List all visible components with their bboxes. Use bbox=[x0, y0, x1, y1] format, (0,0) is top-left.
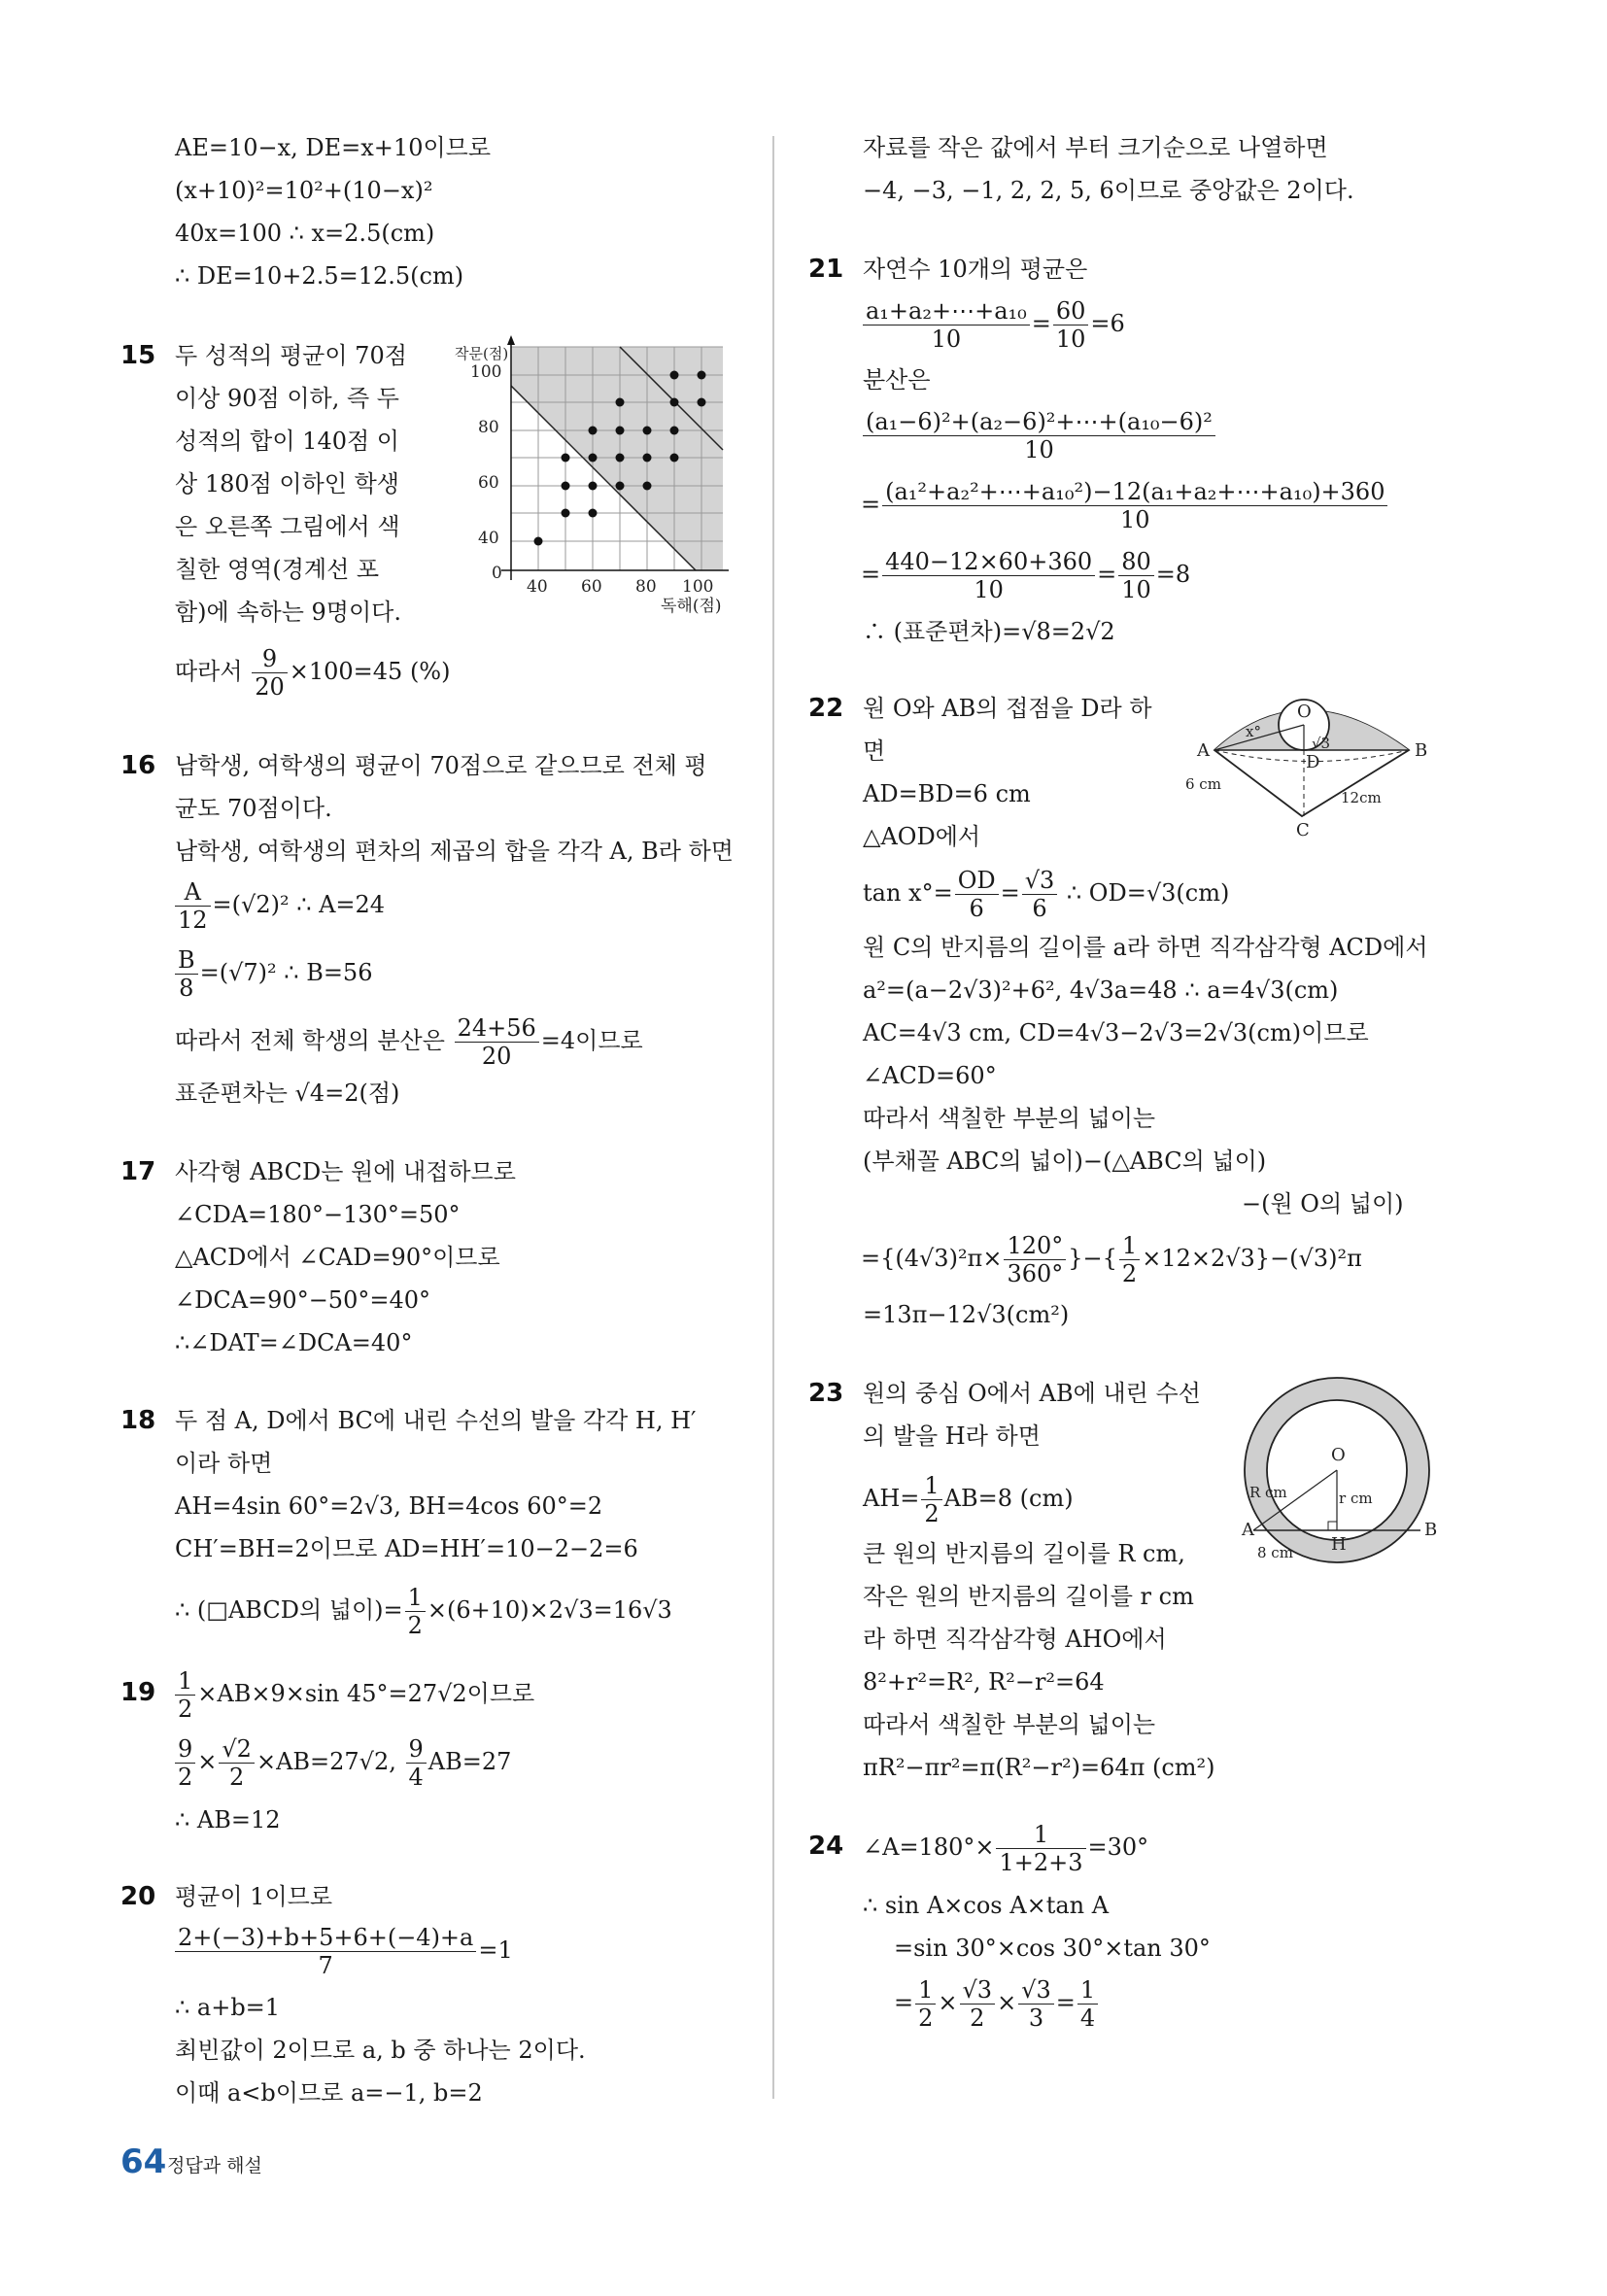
label-O: O bbox=[1297, 702, 1312, 722]
frac-num: √2 bbox=[219, 1735, 255, 1764]
label-A: A bbox=[1242, 1520, 1254, 1540]
frac-den: 4 bbox=[408, 1764, 424, 1791]
p14-line-1: AE=10−x, DE=x+10이므로 bbox=[175, 134, 492, 161]
p23-line: 따라서 색칠한 부분의 넓이는 bbox=[863, 1711, 1156, 1738]
frac-num: 9 bbox=[252, 645, 288, 673]
problem-number-18: 18 bbox=[120, 1406, 156, 1435]
data-point bbox=[562, 509, 570, 518]
text: ×(6+10)×2√3=16√3 bbox=[427, 1596, 672, 1624]
data-point bbox=[670, 427, 679, 435]
p18-line: 이라 하면 bbox=[175, 1450, 273, 1477]
text: ×AB=27√2, bbox=[256, 1748, 396, 1775]
frac-num: 1 bbox=[921, 1472, 941, 1500]
text: = bbox=[1031, 310, 1051, 337]
p15-result bbox=[175, 645, 450, 701]
text: }−{ bbox=[1068, 1245, 1117, 1272]
x-tick-40: 40 bbox=[527, 577, 548, 597]
frac-num: 1 bbox=[996, 1821, 1085, 1849]
label-D: D bbox=[1306, 752, 1320, 772]
text: 따라서 전체 학생의 분산은 bbox=[175, 1027, 445, 1054]
p22-last: =13π−12√3(cm²) bbox=[863, 1301, 1070, 1328]
p21-line-2 bbox=[861, 297, 1125, 353]
label-12cm: 12cm bbox=[1341, 789, 1382, 806]
p19-line-1 bbox=[173, 1667, 534, 1723]
data-point bbox=[616, 454, 625, 463]
frac-den: 10 bbox=[1121, 576, 1151, 603]
sector-diagram bbox=[1185, 680, 1438, 845]
frac-num: 1 bbox=[1119, 1232, 1140, 1260]
fraction bbox=[175, 878, 211, 934]
frac-den: 6 bbox=[1032, 895, 1047, 922]
data-point bbox=[670, 398, 679, 407]
x-axis-label: 독해(점) bbox=[661, 597, 722, 616]
p24-line-2: ∴ sin A×cos A×tan A bbox=[863, 1892, 1110, 1919]
annulus-diagram bbox=[1234, 1365, 1448, 1579]
frac-den: 2 bbox=[178, 1764, 193, 1791]
label-B: B bbox=[1424, 1520, 1438, 1540]
frac-num: √3 bbox=[1022, 867, 1058, 895]
data-point bbox=[643, 482, 652, 491]
fraction bbox=[1018, 1976, 1054, 2032]
p18-line: CH′=BH=2이므로 AD=HH′=10−2−2=6 bbox=[175, 1535, 638, 1562]
data-point bbox=[698, 371, 706, 380]
fraction bbox=[175, 946, 198, 1002]
p24-line-3: =sin 30°×cos 30°×tan 30° bbox=[894, 1935, 1211, 1962]
problem-number-20: 20 bbox=[120, 1882, 156, 1911]
text: =(√2)² ∴ A=24 bbox=[212, 891, 386, 918]
p14-line-4: ∴ DE=10+2.5=12.5(cm) bbox=[175, 262, 464, 290]
p20-line-4: 최빈값이 2이므로 a, b 중 하나는 2이다. bbox=[175, 2037, 586, 2064]
problem-number-22: 22 bbox=[808, 694, 844, 723]
frac-num: (a₁²+a₂²+⋯+a₁₀²)−12(a₁+a₂+⋯+a₁₀)+360 bbox=[882, 478, 1387, 506]
text: ∠A=180°× bbox=[863, 1833, 995, 1861]
problem-number-21: 21 bbox=[808, 255, 844, 284]
p22-calc bbox=[861, 1232, 1362, 1287]
p18-last bbox=[175, 1584, 672, 1639]
data-point bbox=[616, 482, 625, 491]
frac-den: 10 bbox=[1055, 326, 1086, 353]
label-root3: √3 bbox=[1312, 735, 1331, 752]
p15-line: 칠한 영역(경계선 포 bbox=[175, 556, 380, 583]
fraction bbox=[863, 408, 1215, 463]
p15-line: 두 성적의 평균이 70점 bbox=[175, 342, 407, 369]
column-divider bbox=[772, 136, 774, 2099]
p20-line-3: ∴ a+b=1 bbox=[175, 1994, 281, 2021]
frac-num: 9 bbox=[406, 1735, 427, 1764]
text: ∴ (□ABCD의 넓이)= bbox=[175, 1596, 403, 1624]
p16-line: 균도 70점이다. bbox=[175, 795, 332, 822]
p18-line: 두 점 A, D에서 BC에 내린 수선의 발을 각각 H, H′ bbox=[175, 1407, 697, 1434]
y-axis-arrow bbox=[507, 335, 515, 345]
data-point bbox=[562, 482, 570, 491]
frac-den: 2 bbox=[918, 2005, 934, 2032]
scatter-chart bbox=[427, 335, 738, 617]
p17-line: ∠CDA=180°−130°=50° bbox=[175, 1201, 461, 1228]
p20-cont-line: 자료를 작은 값에서 부터 크기순으로 나열하면 bbox=[863, 134, 1328, 161]
fraction bbox=[1053, 297, 1089, 353]
frac-num: √3 bbox=[1018, 1976, 1054, 2005]
problem-number-19: 19 bbox=[120, 1678, 156, 1707]
p18-line: AH=4sin 60°=2√3, BH=4cos 60°=2 bbox=[175, 1492, 603, 1520]
label-r: r cm bbox=[1339, 1490, 1373, 1507]
text: ={(4√3)²π× bbox=[861, 1245, 1003, 1272]
p17-line: ∴∠DAT=∠DCA=40° bbox=[175, 1329, 413, 1356]
x-tick-80: 80 bbox=[635, 577, 657, 597]
data-point bbox=[616, 427, 625, 435]
frac-den: 8 bbox=[179, 975, 194, 1002]
frac-den: 20 bbox=[255, 673, 285, 701]
frac-num: B bbox=[175, 946, 198, 975]
text: ×100=45 (%) bbox=[289, 658, 451, 685]
p23-line: πR²−πr²=π(R²−r²)=64π (cm²) bbox=[863, 1754, 1215, 1781]
frac-num: 1 bbox=[915, 1976, 936, 2005]
page-number: 64 bbox=[120, 2142, 167, 2181]
data-point bbox=[589, 509, 598, 518]
fraction bbox=[1022, 867, 1058, 922]
p15-line: 함)에 속하는 9명이다. bbox=[175, 599, 401, 626]
p22-tan: tan x°= $\frac{OD}{6}$ = $\frac{√3}{6}$ ∴ OD=√3(cm) bbox=[863, 867, 1230, 922]
footer-label: 정답과 해설 bbox=[167, 2155, 262, 2176]
frac-num: (a₁−6)²+(a₂−6)²+⋯+(a₁₀−6)² bbox=[863, 408, 1215, 436]
problem-number-24: 24 bbox=[808, 1832, 844, 1861]
data-point bbox=[616, 398, 625, 407]
p16-line: 남학생, 여학생의 평균이 70점으로 같으므로 전체 평 bbox=[175, 752, 707, 779]
text: =6 bbox=[1090, 310, 1125, 337]
problem-number-16: 16 bbox=[120, 751, 156, 780]
p22-line: AC=4√3 cm, CD=4√3−2√3=2√3(cm)이므로 bbox=[863, 1019, 1369, 1046]
frac-num: A bbox=[175, 878, 211, 907]
frac-den: 2 bbox=[229, 1764, 245, 1791]
p14-line-2: (x+10)²=10²+(10−x)² bbox=[175, 177, 433, 204]
p23-ah bbox=[863, 1472, 1074, 1527]
text: =8 bbox=[1155, 561, 1191, 588]
p22-line: 면 bbox=[863, 737, 886, 765]
text: ∴ OD=√3(cm) bbox=[1059, 879, 1230, 907]
p23-line: 큰 원의 반지름의 길이를 R cm, bbox=[863, 1540, 1185, 1567]
problem-number-17: 17 bbox=[120, 1157, 156, 1186]
p17-line: ∠DCA=90°−50°=40° bbox=[175, 1286, 430, 1314]
fraction bbox=[960, 1976, 996, 2032]
label-x: x° bbox=[1246, 723, 1261, 740]
p20-line-5: 이때 a<b이므로 a=−1, b=2 bbox=[175, 2079, 483, 2107]
p16-formula-1 bbox=[173, 878, 385, 934]
p24-line-4: = $\frac{1}{2}$ × $\frac{√3}{2}$ × $\frac{√3}{3}$ = $\frac{1}{4}$ bbox=[894, 1976, 1100, 2032]
fraction bbox=[175, 1924, 476, 1979]
p20-line-2 bbox=[173, 1924, 513, 1979]
x-tick-100: 100 bbox=[682, 577, 714, 597]
p21-line-5: = $\frac{\text{(a₁²+a₂²+⋯+a₁₀²)−12(a₁+a₂+⋯+a₁₀)+360}}{10}$ bbox=[861, 478, 1389, 533]
frac-num: 2+(−3)+b+5+6+(−4)+a bbox=[175, 1924, 476, 1952]
frac-num: 80 bbox=[1118, 548, 1154, 576]
p17-line: △ACD에서 ∠CAD=90°이므로 bbox=[175, 1244, 500, 1271]
data-point bbox=[589, 454, 598, 463]
p22-line: 원 C의 반지름의 길이를 a라 하면 직각삼각형 ACD에서 bbox=[863, 934, 1428, 961]
fraction bbox=[406, 1735, 427, 1791]
frac-den: 1+2+3 bbox=[999, 1849, 1083, 1876]
text: =30° bbox=[1087, 1833, 1149, 1861]
fraction bbox=[252, 645, 288, 701]
p23-line: 원의 중심 O에서 AB에 내린 수선 bbox=[863, 1380, 1201, 1407]
y-tick-0: 0 bbox=[492, 564, 502, 583]
text: AB=8 (cm) bbox=[943, 1485, 1074, 1512]
problem-number-15: 15 bbox=[120, 341, 156, 370]
text: =4이므로 bbox=[540, 1027, 643, 1054]
label-8cm: 8 cm bbox=[1257, 1544, 1293, 1561]
p15-line: 성적의 합이 140점 이 bbox=[175, 428, 399, 455]
p23-line: 의 발을 H라 하면 bbox=[863, 1422, 1041, 1450]
frac-den: 7 bbox=[318, 1952, 333, 1979]
p20-line-1: 평균이 1이므로 bbox=[175, 1883, 333, 1910]
frac-den: 2 bbox=[970, 2005, 985, 2032]
data-point bbox=[589, 482, 598, 491]
p19-line-3: ∴ AB=12 bbox=[175, 1806, 281, 1833]
frac-den: 10 bbox=[931, 326, 962, 353]
text: tan x°= bbox=[863, 879, 953, 907]
data-point bbox=[534, 537, 543, 546]
frac-den: 2 bbox=[924, 1500, 940, 1527]
frac-num: a₁+a₂+⋯+a₁₀ bbox=[863, 297, 1030, 326]
fraction bbox=[175, 1667, 195, 1723]
text: ×12×2√3}−(√3)²π bbox=[1142, 1245, 1362, 1272]
label-6cm: 6 cm bbox=[1185, 775, 1221, 793]
p16-formula-3 bbox=[175, 1014, 643, 1070]
p17-line: 사각형 ABCD는 원에 내접하므로 bbox=[175, 1158, 516, 1185]
fraction bbox=[882, 478, 1387, 533]
p22-line: AD=BD=6 cm bbox=[863, 780, 1031, 807]
p15-line: 은 오른쪽 그림에서 색 bbox=[175, 513, 400, 540]
frac-num: 9 bbox=[175, 1735, 195, 1764]
p15-line: 상 180점 이하인 학생 bbox=[175, 470, 399, 497]
frac-den: 3 bbox=[1028, 2005, 1044, 2032]
frac-den: 2 bbox=[407, 1612, 423, 1639]
p23-line: 라 하면 직각삼각형 AHO에서 bbox=[863, 1626, 1167, 1653]
fraction bbox=[863, 297, 1030, 353]
frac-den: 2 bbox=[1121, 1260, 1138, 1287]
label-B: B bbox=[1415, 740, 1428, 761]
p22-line: 원 O와 AB의 접점을 D라 하 bbox=[863, 695, 1152, 722]
data-point bbox=[670, 371, 679, 380]
frac-den: 6 bbox=[969, 895, 984, 922]
x-tick-60: 60 bbox=[581, 577, 602, 597]
fraction bbox=[1118, 548, 1154, 603]
frac-num: 24+56 bbox=[455, 1014, 539, 1043]
y-tick-80: 80 bbox=[478, 418, 499, 437]
p19-line-2: $\frac{9}{2}$ × $\frac{√2}{2}$ ×AB=27√2, $\frac{9}{4}$ AB=27 bbox=[173, 1735, 511, 1791]
fraction bbox=[175, 1735, 195, 1791]
data-point bbox=[643, 427, 652, 435]
p21-line-6: = $\frac{440-12\times 60+360}{10}$ = $\frac{80}{10}$ =8 bbox=[861, 548, 1191, 603]
y-tick-60: 60 bbox=[478, 473, 499, 493]
data-point bbox=[670, 454, 679, 463]
fraction bbox=[955, 867, 999, 922]
y-tick-40: 40 bbox=[478, 529, 499, 548]
fraction bbox=[1004, 1232, 1066, 1287]
p15-line: 이상 90점 이하, 즉 두 bbox=[175, 385, 399, 412]
text: =(√7)² ∴ B=56 bbox=[199, 959, 373, 986]
p21-line-3: 분산은 bbox=[863, 366, 931, 394]
frac-den: 10 bbox=[974, 576, 1004, 603]
frac-num: 440−12×60+360 bbox=[882, 548, 1095, 576]
p22-line: −(원 O의 넓이) bbox=[1242, 1190, 1404, 1217]
frac-num: 60 bbox=[1053, 297, 1089, 326]
p16-line: 남학생, 여학생의 편차의 제곱의 합을 각각 A, B라 하면 bbox=[175, 838, 734, 865]
label-H: H bbox=[1331, 1534, 1347, 1555]
p20-cont-line: −4, −3, −1, 2, 2, 5, 6이므로 중앙값은 2이다. bbox=[863, 177, 1354, 204]
p16-last: 표준편차는 √4=2(점) bbox=[175, 1079, 400, 1107]
y-tick-100: 100 bbox=[470, 362, 502, 382]
text: = bbox=[894, 1989, 914, 2016]
frac-den: 2 bbox=[178, 1696, 193, 1723]
data-point bbox=[698, 398, 706, 407]
p21-line-7: ∴ (표준편차)=√8=2√2 bbox=[863, 618, 1115, 645]
p22-line: a²=(a−2√3)²+6², 4√3a=48 ∴ a=4√3(cm) bbox=[863, 977, 1339, 1004]
label-A: A bbox=[1197, 740, 1210, 761]
p22-line: 따라서 색칠한 부분의 넓이는 bbox=[863, 1105, 1156, 1132]
frac-den: 20 bbox=[481, 1043, 512, 1070]
frac-den: 10 bbox=[1024, 436, 1054, 463]
data-point bbox=[643, 454, 652, 463]
p22-line: (부채꼴 ABC의 넓이)−(△ABC의 넓이) bbox=[863, 1148, 1267, 1175]
label-C: C bbox=[1296, 820, 1310, 840]
p23-line: 작은 원의 반지름의 길이를 r cm bbox=[863, 1583, 1194, 1610]
frac-den: 12 bbox=[178, 907, 208, 934]
fraction bbox=[405, 1584, 426, 1639]
text: AH= bbox=[863, 1485, 920, 1512]
p24-line-1 bbox=[863, 1821, 1148, 1876]
text: =1 bbox=[478, 1936, 513, 1964]
p21-line-1: 자연수 10개의 평균은 bbox=[863, 256, 1088, 283]
frac-den: 4 bbox=[1079, 2005, 1096, 2032]
frac-num: 1 bbox=[175, 1667, 195, 1696]
frac-num: 120° bbox=[1004, 1232, 1066, 1260]
fraction bbox=[921, 1472, 941, 1527]
text: AB=27 bbox=[427, 1748, 512, 1775]
fraction bbox=[1119, 1232, 1140, 1287]
fraction bbox=[455, 1014, 539, 1070]
problem-number-23: 23 bbox=[808, 1379, 844, 1408]
text: ×AB×9×sin 45°=27√2이므로 bbox=[197, 1680, 535, 1707]
p23-line: 8²+r²=R², R²−r²=64 bbox=[863, 1668, 1105, 1696]
label-R: R cm bbox=[1249, 1484, 1287, 1501]
fraction bbox=[882, 548, 1095, 603]
y-axis-label: 작문(점) bbox=[455, 345, 509, 362]
frac-den: 360° bbox=[1007, 1260, 1064, 1287]
text: 따라서 bbox=[175, 658, 243, 685]
label-O: O bbox=[1331, 1445, 1346, 1465]
frac-den: 10 bbox=[1120, 506, 1150, 533]
fraction bbox=[915, 1976, 936, 2032]
p21-line-4 bbox=[861, 408, 1217, 463]
frac-num: OD bbox=[955, 867, 999, 895]
data-point bbox=[589, 427, 598, 435]
fraction bbox=[219, 1735, 255, 1791]
p22-line: △AOD에서 bbox=[863, 823, 981, 850]
fraction bbox=[1077, 1976, 1098, 2032]
frac-num: 1 bbox=[1077, 1976, 1098, 2005]
frac-num: 1 bbox=[405, 1584, 426, 1612]
fraction bbox=[996, 1821, 1085, 1876]
p22-line: ∠ACD=60° bbox=[863, 1062, 997, 1089]
p14-line-3: 40x=100 ∴ x=2.5(cm) bbox=[175, 220, 435, 247]
p16-formula-2 bbox=[173, 946, 372, 1002]
data-point bbox=[562, 454, 570, 463]
frac-num: √3 bbox=[960, 1976, 996, 2005]
